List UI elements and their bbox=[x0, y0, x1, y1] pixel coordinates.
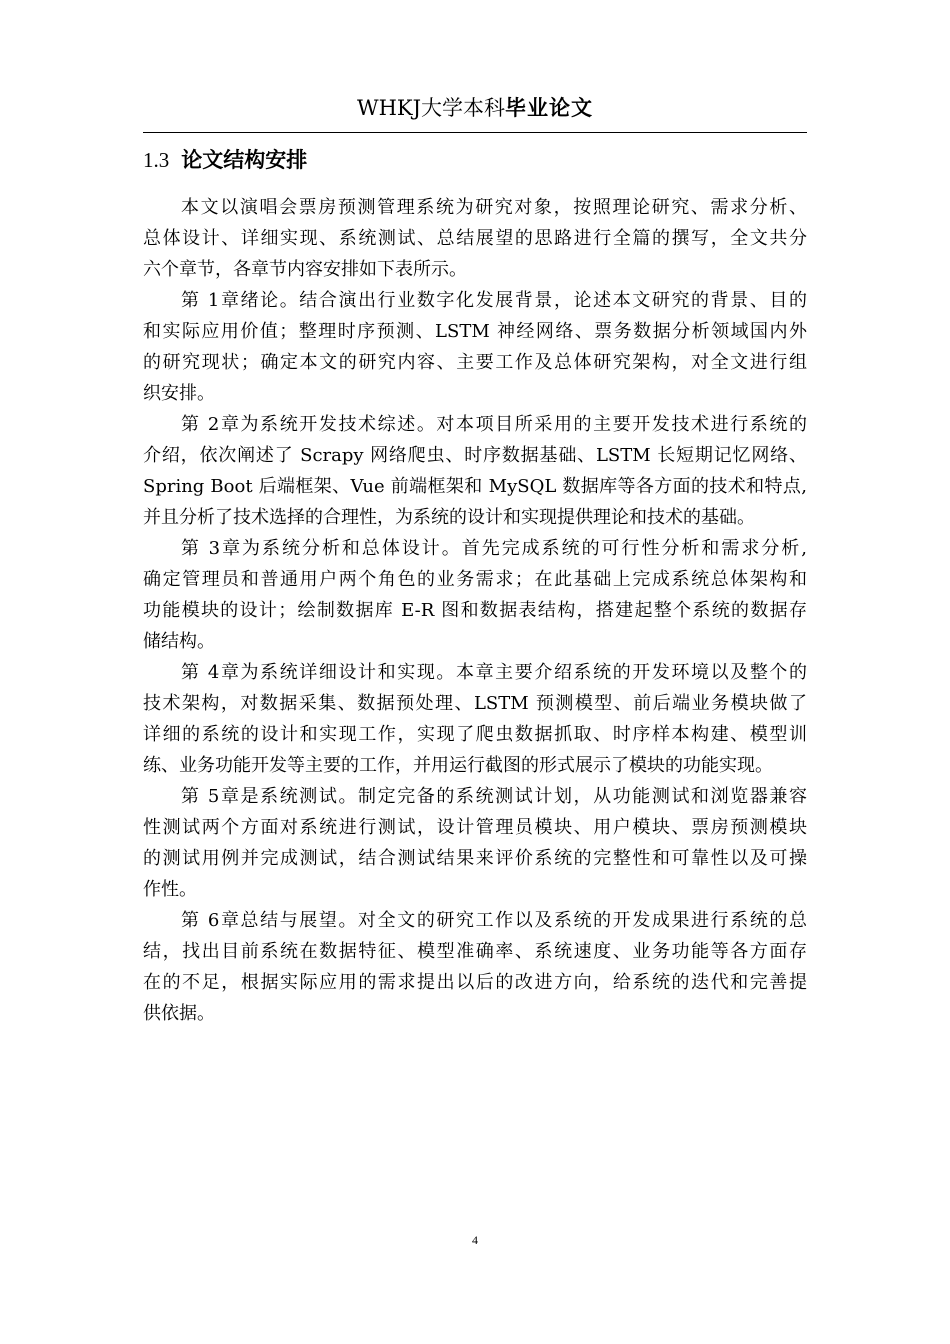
header-divider bbox=[143, 132, 807, 133]
text-line: 本文以演唱会票房预测管理系统为研究对象，按照理论研究、需求分析、 bbox=[181, 197, 807, 218]
header-doc-type: 毕业论文 bbox=[505, 95, 593, 120]
page-number: 4 bbox=[472, 1233, 478, 1247]
text-line: 织安排。 bbox=[143, 383, 215, 404]
text-line: 功能模块的设计；绘制数据库 E-R 图和数据表结构，搭建起整个系统的数据存 bbox=[143, 600, 807, 621]
text-line: 在的不足，根据实际应用的需求提出以后的改进方向，给系统的迭代和完善提 bbox=[143, 972, 807, 993]
text-line: 确定管理员和普通用户两个角色的业务需求；在此基础上完成系统总体架构和 bbox=[143, 569, 807, 590]
text-line: 介绍，依次阐述了 Scrapy 网络爬虫、时序数据基础、LSTM 长短期记忆网络、 bbox=[143, 445, 807, 466]
text-line: 的研究现状；确定本文的研究内容、主要工作及总体研究架构，对全文进行组 bbox=[143, 352, 807, 373]
text-line: 总体设计、详细实现、系统测试、总结展望的思路进行全篇的撰写，全文共分 bbox=[143, 228, 807, 249]
text-line: 技术架构，对数据采集、数据预处理、LSTM 预测模型、前后端业务模块做了 bbox=[143, 693, 807, 714]
text-line: 并且分析了技术选择的合理性，为系统的设计和实现提供理论和技术的基础。 bbox=[143, 507, 755, 528]
paragraph-intro bbox=[143, 192, 807, 285]
text-line: 储结构。 bbox=[143, 631, 215, 652]
text-line: 供依据。 bbox=[143, 1003, 215, 1024]
paragraph-chapter-4 bbox=[143, 657, 807, 781]
page-header bbox=[143, 92, 807, 132]
paragraph-chapter-1 bbox=[143, 285, 807, 409]
paragraph-chapter-5 bbox=[143, 781, 807, 905]
text-line: 作性。 bbox=[143, 879, 197, 900]
text-line: 第 2章为系统开发技术综述。对本项目所采用的主要开发技术进行系统的 bbox=[181, 414, 807, 435]
section-title: 论文结构安排 bbox=[181, 148, 308, 172]
text-line: 第 6章总结与展望。对全文的研究工作以及系统的开发成果进行系统的总 bbox=[181, 910, 807, 931]
paragraph-chapter-2 bbox=[143, 409, 807, 533]
text-line: 的测试用例并完成测试，结合测试结果来评价系统的完整性和可靠性以及可操 bbox=[143, 848, 807, 869]
header-school: WHKJ大学本科 bbox=[356, 96, 505, 120]
text-line: 性测试两个方面对系统进行测试，设计管理员模块、用户模块、票房预测模块 bbox=[143, 817, 807, 838]
section-heading bbox=[143, 143, 807, 177]
text-line: 六个章节，各章节内容安排如下表所示。 bbox=[143, 259, 467, 280]
text-line: 结，找出目前系统在数据特征、模型准确率、系统速度、业务功能等各方面存 bbox=[143, 941, 807, 962]
text-line: Spring Boot 后端框架、Vue 前端框架和 MySQL 数据库等各方面的技术和特点, bbox=[143, 476, 807, 497]
text-line: 详细的系统的设计和实现工作，实现了爬虫数据抓取、时序样本构建、模型训 bbox=[143, 724, 807, 745]
paragraph-chapter-6 bbox=[143, 905, 807, 1029]
text-line: 第 5章是系统测试。制定完备的系统测试计划，从功能测试和浏览器兼容 bbox=[181, 786, 807, 807]
paragraph-chapter-3 bbox=[143, 533, 807, 657]
section-number: 1.3 bbox=[143, 148, 170, 172]
body-text bbox=[143, 192, 807, 1029]
text-line: 练、业务功能开发等主要的工作，并用运行截图的形式展示了模块的功能实现。 bbox=[143, 755, 773, 776]
text-line: 第 1章绪论。结合演出行业数字化发展背景，论述本文研究的背景、目的 bbox=[181, 290, 807, 311]
text-line: 和实际应用价值；整理时序预测、LSTM 神经网络、票务数据分析领域国内外 bbox=[143, 321, 807, 342]
text-line: 第 3章为系统分析和总体设计。首先完成系统的可行性分析和需求分析, bbox=[181, 538, 807, 559]
text-line: 第 4章为系统详细设计和实现。本章主要介绍系统的开发环境以及整个的 bbox=[181, 662, 807, 683]
